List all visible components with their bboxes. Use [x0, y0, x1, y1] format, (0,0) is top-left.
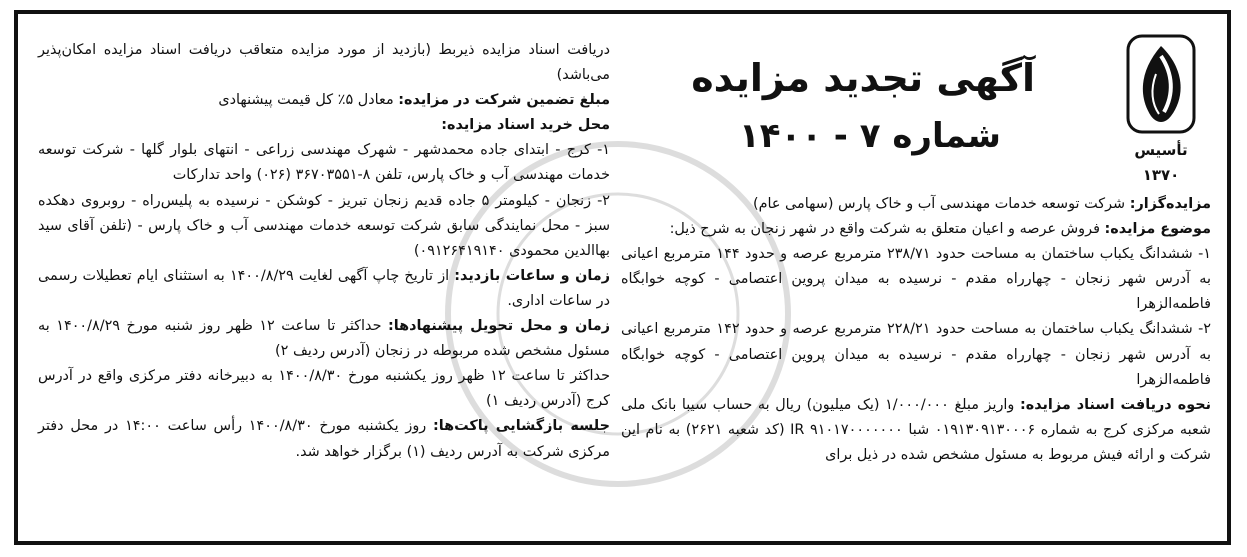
visit-label: زمان و ساعات بازدید:	[454, 267, 610, 284]
subject-label: موضوع مزایده:	[1104, 221, 1211, 238]
delivery-value: حداکثر تا ساعت ۱۲ ظهر روز شنبه مورخ ۱۴۰۰/۸/۲۹ به مسئول مشخص شده مربوطه در زنجان (آدرس ردیف ۲)	[38, 318, 610, 360]
notice-title: آگهی تجدید مزایده	[691, 56, 1035, 100]
right-column	[621, 14, 1211, 541]
guarantee-label: مبلغ تضمین شرکت در مزایده:	[398, 92, 610, 109]
subject-value: فروش عرصه و اعیان متعلق به شرکت واقع در شهر زنجان به شرح ذیل:	[669, 221, 1105, 238]
visit-paragraph	[38, 264, 610, 314]
organizer-label: مزایده‌گزار:	[1129, 196, 1211, 212]
subject-paragraph	[621, 217, 1211, 242]
purchase-place-1: ۱- کرج - ابتدای جاده محمدشهر - شهرک مهندسی زراعی - انتهای بلوار گلها - شرکت توسعه خدمات مهندسی آب و خاک پارس، تلفن ۸-۳۶۷۰۳۵۵۱ (۰۲۶) واحد تدارکات	[38, 142, 610, 184]
property-item-2: ۲- ششدانگ یکباب ساختمان به مساحت حدود ۲۲۸/۲۱ مترمربع عرصه و حدود ۱۴۲ مترمربع اعیانی به آدرس شهر زنجان - چهارراه مقدم - نرسیده به میدان پروین اعتصامی - کوچه خوابگاه فاطمه‌الزهرا	[621, 321, 1211, 388]
delivery-paragraph-2: حداکثر تا ساعت ۱۲ ظهر روز یکشنبه مورخ ۱۴۰۰/۸/۳۰ به دبیرخانه دفتر مرکزی واقع در آدرس کرج (آدرس ردیف ۱)	[38, 368, 610, 410]
visit-value: از تاریخ چاپ آگهی لغایت ۱۴۰۰/۸/۲۹ به استثنای ایام تعطیلات رسمی در ساعات اداری.	[38, 267, 610, 309]
docs-value: واریز مبلغ ۱/۰۰۰/۰۰۰ (یک میلیون) ریال به حساب سیبا بانک ملی شعبه مرکزی کرج به شماره ۰۱۹۱۳۰۹۱۳۰۰۰۶ شبا IR ۹۱۰۱۷۰۰۰۰۰۰۰ (کد شعبه ۲۶۲۱) به نام این شرکت و ارائه فیش مربوط به مسئول مشخص شده در ذیل برای	[621, 396, 1211, 463]
docs-continuation: دریافت اسناد مزایده ذیربط (بازدید از مورد مزایده متعاقب دریافت اسناد مزایده امکان‌پذیر می‌باشد)	[38, 42, 610, 84]
delivery-paragraph	[38, 314, 610, 364]
leaf-logo-icon	[1126, 34, 1196, 134]
left-column	[38, 38, 610, 541]
notice-frame	[14, 10, 1231, 545]
guarantee-value: معادل ۵٪ کل قیمت پیشنهادی	[218, 92, 399, 109]
opening-value: روز یکشنبه مورخ ۱۴۰۰/۸/۳۰ رأس ساعت ۱۴:۰۰ در محل دفتر مرکزی شرکت به آدرس ردیف (۱) برگزار خواهد شد.	[38, 418, 610, 460]
opening-label: جلسه بازگشایی پاکت‌ها:	[433, 418, 611, 435]
delivery-label: زمان و محل تحویل پیشنهادها:	[387, 318, 610, 335]
founded-year: تأسیس ۱۳۷۰	[1134, 141, 1188, 185]
docs-label: نحوه دریافت اسناد مزایده:	[1019, 396, 1211, 413]
opening-paragraph	[38, 414, 610, 464]
organizer-value: شرکت توسعه خدمات مهندسی آب و خاک پارس (سهامی عام)	[752, 196, 1130, 212]
company-logo	[1125, 34, 1197, 185]
guarantee-paragraph	[38, 88, 610, 113]
property-item-1: ۱- ششدانگ یکباب ساختمان به مساحت حدود ۲۳۸/۷۱ مترمربع عرصه و حدود ۱۴۴ مترمربع اعیانی به آدرس شهر زنجان - چهارراه مقدم - نرسیده به میدان پروین اعتصامی - کوچه خوابگاه فاطمه‌الزهرا	[621, 246, 1211, 313]
purchase-label: محل خرید اسناد مزایده:	[441, 117, 610, 134]
purchase-place-2: ۲- زنجان - کیلومتر ۵ جاده قدیم زنجان تبریز - کوشکن - نرسیده به پلیس‌راه - روبروی دهکده سبز - محل نمایندگی سابق شرکت توسعه خدمات مهندسی آب و خاک پارس - (تلفن آقای سید بهاالدین محمودی ۰۹۱۲۶۴۱۹۱۴۰)	[38, 192, 610, 259]
notice-number: شماره ۷ - ۱۴۰۰	[738, 116, 1001, 156]
organizer-paragraph	[621, 192, 1211, 217]
docs-paragraph	[621, 393, 1211, 468]
notice-header	[621, 14, 1211, 192]
